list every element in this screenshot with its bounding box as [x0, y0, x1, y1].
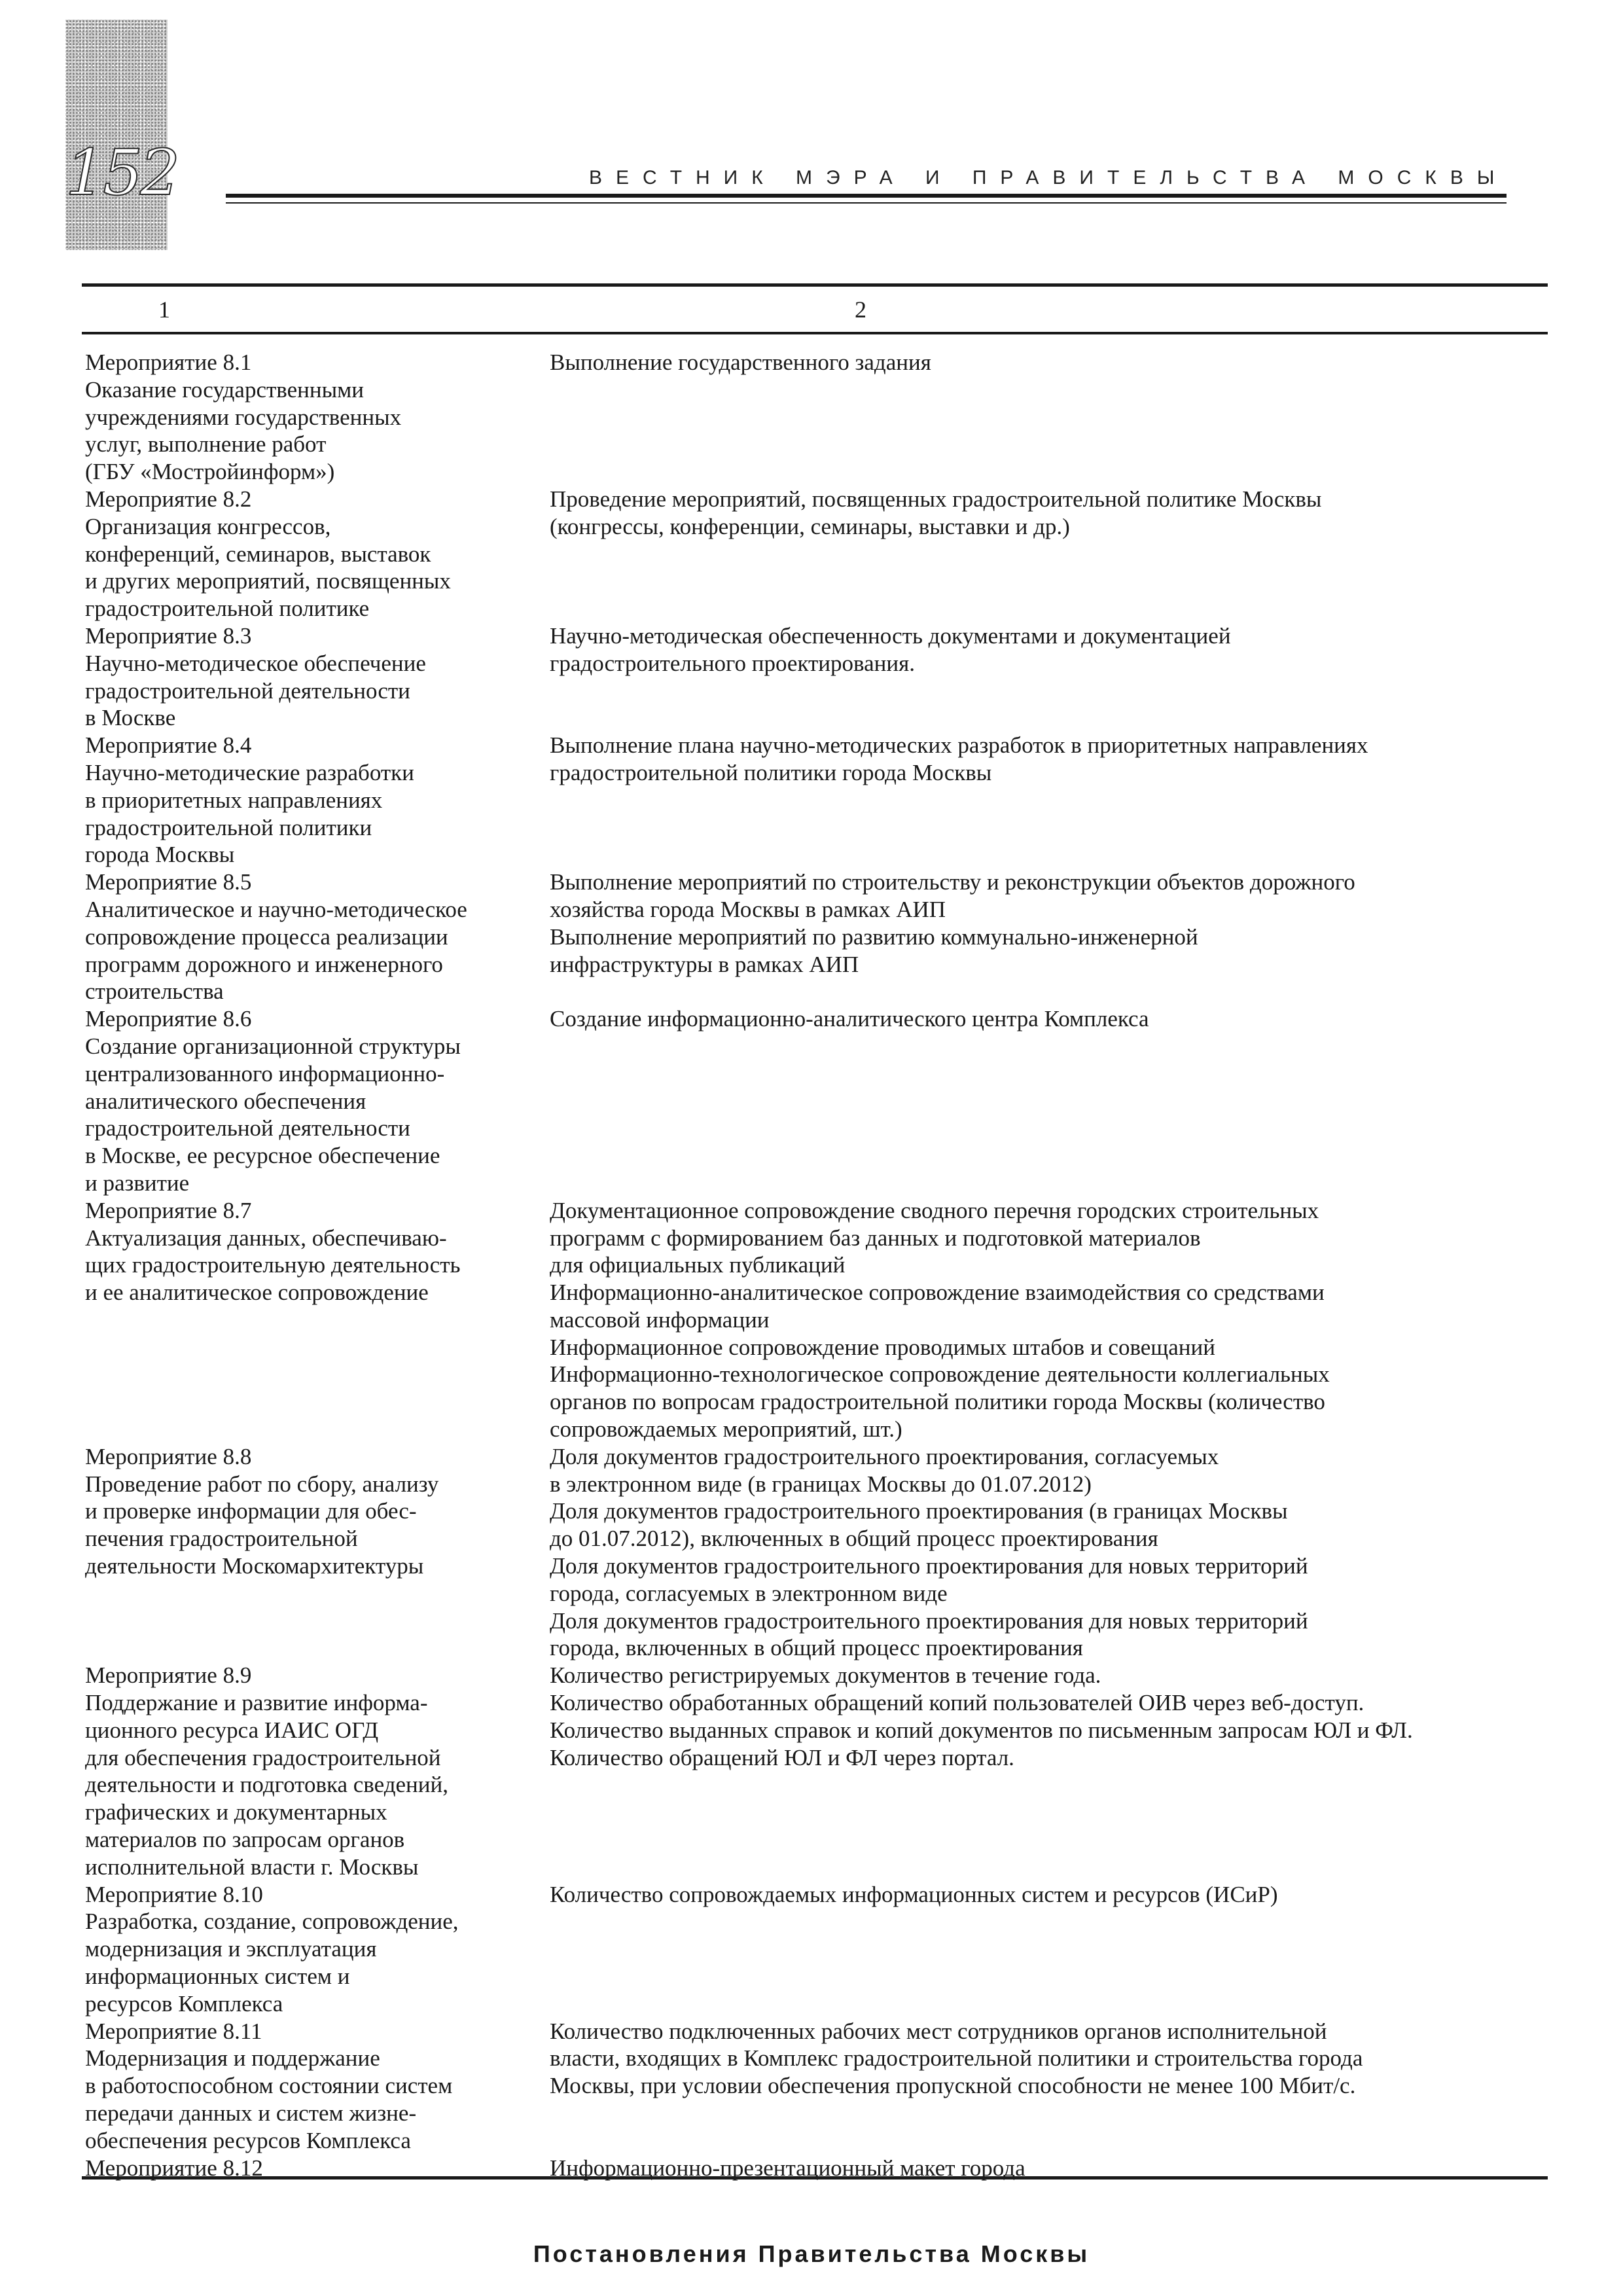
activity-text-line: градостроительной политике — [85, 596, 370, 622]
activity-cell — [85, 1005, 546, 1197]
page-number-badge — [65, 20, 178, 250]
activity-text-line: и проверке информации для обес- — [85, 1498, 417, 1524]
indicator-text-line: Доля документов градостроительного проектирования для новых территорий — [550, 1553, 1308, 1579]
indicator-cell — [546, 1881, 1544, 2018]
activity-cell — [85, 1662, 546, 1880]
activity-text-line: Разработка, создание, сопровождение, — [85, 1909, 459, 1935]
activity-text-line: централизованного информационно- — [85, 1060, 445, 1086]
table-row — [85, 486, 1544, 622]
activity-text-line: информационных систем и — [85, 1964, 350, 1990]
activity-cell — [85, 869, 546, 1005]
indicator-text-line: Количество подключенных рабочих мест сотрудников органов исполнительной — [550, 2018, 1327, 2044]
activity-cell — [85, 1881, 546, 2018]
indicator-cell — [546, 1443, 1544, 1662]
activity-text-line: и развитие — [85, 1170, 190, 1196]
table-row — [85, 1005, 1544, 1197]
activity-number: Мероприятие 8.1 — [85, 350, 252, 375]
indicator-text-line: Доля документов градостроительного проектирования (в границах Москвы — [550, 1498, 1288, 1524]
activity-cell — [85, 349, 546, 486]
indicator-text-line: Количество регистрируемых документов в течение года. — [550, 1662, 1101, 1689]
table-top-rule — [82, 283, 1548, 287]
indicator-text-line: Количество выданных справок и копий документов по письменным запросам ЮЛ и ФЛ. — [550, 1717, 1413, 1743]
indicator-text-line: Количество обращений ЮЛ и ФЛ через портал. — [550, 1744, 1014, 1770]
indicator-text-line: органов по вопросам градостроительной политики города Москвы (количество — [550, 1389, 1325, 1415]
table-row — [85, 869, 1544, 1005]
activity-text-line: сопровождение процесса реализации — [85, 924, 448, 950]
indicator-text-line: власти, входящих в Комплекс градостроительной политики и строительства города — [550, 2045, 1363, 2072]
activity-text-line: для обеспечения градостроительной — [85, 1744, 441, 1770]
journal-title: ВЕСТНИК МЭРА И ПРАВИТЕЛЬСТВА МОСКВЫ — [589, 167, 1508, 188]
indicator-text-line: хозяйства города Москвы в рамках АИП — [550, 896, 946, 922]
activity-text-line: исполнительной власти г. Москвы — [85, 1854, 419, 1880]
activity-text-line: Проведение работ по сбору, анализу — [85, 1471, 439, 1497]
table-row — [85, 1443, 1544, 1662]
activity-text-line: города Москвы — [85, 842, 235, 868]
indicator-text-line: Информационно-презентационный макет города — [550, 2155, 1026, 2181]
activity-number: Мероприятие 8.12 — [85, 2155, 263, 2181]
indicator-text-line: Проведение мероприятий, посвященных градостроительной политике Москвы — [550, 486, 1322, 512]
indicator-cell — [546, 2155, 1544, 2182]
activity-text-line: конференций, семинаров, выставок — [85, 541, 431, 567]
activity-text-line: передачи данных и систем жизне- — [85, 2100, 417, 2126]
indicator-cell — [546, 1005, 1544, 1197]
indicator-cell — [546, 1662, 1544, 1880]
indicator-text-line: градостроительной политики города Москвы — [550, 759, 992, 785]
table-row — [85, 622, 1544, 732]
activity-text-line: Организация конгрессов, — [85, 513, 331, 539]
indicator-cell — [546, 2018, 1544, 2155]
activity-text-line: Научно-методическое обеспечение — [85, 650, 426, 676]
indicator-cell — [546, 349, 1544, 486]
table-header-rule — [82, 332, 1548, 334]
table-row — [85, 2155, 1544, 2182]
activity-cell — [85, 1197, 546, 1443]
indicator-text-line: для официальных публикаций — [550, 1252, 846, 1278]
activity-cell — [85, 732, 546, 869]
activity-text-line: Создание организационной структуры — [85, 1033, 461, 1059]
activity-text-line: и ее аналитическое сопровождение — [85, 1280, 429, 1306]
table-body — [85, 349, 1544, 2181]
indicator-text-line: Количество сопровождаемых информационных систем и ресурсов (ИСиР) — [550, 1881, 1278, 1907]
header-rule-thick — [226, 194, 1507, 198]
activity-number: Мероприятие 8.3 — [85, 622, 252, 649]
indicator-cell — [546, 622, 1544, 732]
activity-text-line: Научно-методические разработки — [85, 759, 414, 785]
activity-text-line: обеспечения ресурсов Комплекса — [85, 2127, 411, 2153]
activity-text-line: градостроительной деятельности — [85, 1115, 410, 1141]
activity-text-line: Модернизация и поддержание — [85, 2045, 380, 2072]
indicator-text-line: Создание информационно-аналитического центра Комплекса — [550, 1006, 1149, 1032]
activity-number: Мероприятие 8.10 — [85, 1881, 263, 1907]
activity-text-line: модернизация и эксплуатация — [85, 1936, 377, 1962]
activity-text-line: градостроительной деятельности — [85, 677, 410, 704]
indicator-text-line: Документационное сопровождение сводного перечня городских строительных — [550, 1197, 1319, 1223]
table-row — [85, 1662, 1544, 1880]
activity-text-line: услуг, выполнение работ — [85, 431, 327, 457]
indicator-text-line: массовой информации — [550, 1306, 770, 1333]
activity-number: Мероприятие 8.9 — [85, 1662, 252, 1689]
indicator-text-line: Выполнение мероприятий по развитию коммунально-инженерной — [550, 924, 1198, 950]
indicator-text-line: Количество обработанных обращений копий пользователей ОИВ через веб-доступ. — [550, 1690, 1364, 1716]
activity-cell — [85, 486, 546, 622]
indicator-text-line: градостроительного проектирования. — [550, 650, 915, 676]
activity-text-line: Поддержание и развитие информа- — [85, 1690, 428, 1716]
activity-text-line: программ дорожного и инженерного — [85, 951, 443, 977]
table-row — [85, 1881, 1544, 2018]
activity-number: Мероприятие 8.2 — [85, 486, 252, 512]
table-row — [85, 349, 1544, 486]
page-footer: Постановления Правительства Москвы — [533, 2240, 1090, 2267]
activity-text-line: печения градостроительной — [85, 1526, 358, 1552]
activity-cell — [85, 2155, 546, 2182]
indicator-text-line: программ с формированием баз данных и подготовкой материалов — [550, 1225, 1201, 1251]
table-row — [85, 732, 1544, 869]
indicator-text-line: Выполнение плана научно-методических разработок в приоритетных направлениях — [550, 732, 1368, 759]
activity-text-line: ционного ресурса ИАИС ОГД — [85, 1717, 379, 1743]
activity-text-line: и других мероприятий, посвященных — [85, 568, 451, 594]
indicator-text-line: (конгрессы, конференции, семинары, выставки и др.) — [550, 513, 1070, 539]
indicator-text-line: города, включенных в общий процесс проектирования — [550, 1635, 1083, 1661]
activity-number: Мероприятие 8.5 — [85, 869, 252, 895]
indicator-text-line: Информационно-технологическое сопровождение деятельности коллегиальных — [550, 1361, 1330, 1388]
indicator-cell — [546, 486, 1544, 622]
indicator-text-line: Доля документов градостроительного проектирования, согласуемых — [550, 1443, 1219, 1469]
activity-number: Мероприятие 8.6 — [85, 1006, 252, 1032]
activity-text-line: градостроительной политики — [85, 814, 372, 840]
activity-text-line: Оказание государственными — [85, 376, 364, 403]
activity-text-line: в приоритетных направлениях — [85, 787, 383, 813]
activity-cell — [85, 622, 546, 732]
column-header-1: 1 — [158, 296, 170, 323]
page-number: 152 — [65, 136, 178, 209]
activity-text-line: в Москве, ее ресурсное обеспечение — [85, 1143, 440, 1169]
indicator-text-line: в электронном виде (в границах Москвы до 01.07.2012) — [550, 1471, 1092, 1497]
activity-text-line: материалов по запросам органов — [85, 1827, 405, 1853]
activity-text-line: ресурсов Комплекса — [85, 1990, 283, 2017]
activity-text-line: в работоспособном состоянии систем — [85, 2073, 453, 2099]
indicator-cell — [546, 1197, 1544, 1443]
activity-text-line: аналитического обеспечения — [85, 1088, 366, 1114]
table-row — [85, 2018, 1544, 2155]
activity-text-line: деятельности и подготовка сведений, — [85, 1772, 448, 1798]
indicator-text-line: Выполнение мероприятий по строительству и реконструкции объектов дорожного — [550, 869, 1355, 895]
table-row — [85, 1197, 1544, 1443]
indicator-text-line: Информационное сопровождение проводимых штабов и совещаний — [550, 1334, 1215, 1360]
activity-text-line: деятельности Москомархитектуры — [85, 1553, 424, 1579]
activity-text-line: в Москве — [85, 705, 176, 731]
indicator-text-line: Доля документов градостроительного проектирования для новых территорий — [550, 1607, 1308, 1634]
activity-cell — [85, 1443, 546, 1662]
indicator-text-line: Научно-методическая обеспеченность документами и документацией — [550, 622, 1231, 649]
indicator-cell — [546, 869, 1544, 1005]
activity-text-line: Актуализация данных, обеспечиваю- — [85, 1225, 447, 1251]
indicator-text-line: до 01.07.2012), включенных в общий процесс проектирования — [550, 1526, 1158, 1552]
activity-text-line: строительства — [85, 978, 224, 1005]
indicator-text-line: сопровождаемых мероприятий, шт.) — [550, 1416, 902, 1443]
activity-number: Мероприятие 8.8 — [85, 1443, 252, 1469]
column-header-2: 2 — [855, 296, 866, 323]
activity-text-line: Аналитическое и научно-методическое — [85, 896, 467, 922]
indicator-text-line: Информационно-аналитическое сопровождение взаимодействия со средствами — [550, 1280, 1325, 1306]
activity-text-line: (ГБУ «Мостройинформ») — [85, 459, 335, 485]
activity-text-line: графических и документарных — [85, 1799, 387, 1825]
activity-cell — [85, 2018, 546, 2155]
activity-text-line: учреждениями государственных — [85, 404, 402, 430]
header-rule-thin — [226, 202, 1507, 204]
indicator-text-line: Выполнение государственного задания — [550, 350, 931, 375]
indicator-text-line: инфраструктуры в рамках АИП — [550, 951, 859, 977]
activity-text-line: щих градостроительную деятельность — [85, 1252, 461, 1278]
indicator-text-line: города, согласуемых в электронном виде — [550, 1580, 948, 1606]
activity-number: Мероприятие 8.11 — [85, 2018, 262, 2044]
indicator-cell — [546, 732, 1544, 869]
indicator-text-line: Москвы, при условии обеспечения пропускной способности не менее 100 Мбит/с. — [550, 2073, 1356, 2099]
activity-number: Мероприятие 8.4 — [85, 732, 252, 759]
activity-number: Мероприятие 8.7 — [85, 1197, 252, 1223]
